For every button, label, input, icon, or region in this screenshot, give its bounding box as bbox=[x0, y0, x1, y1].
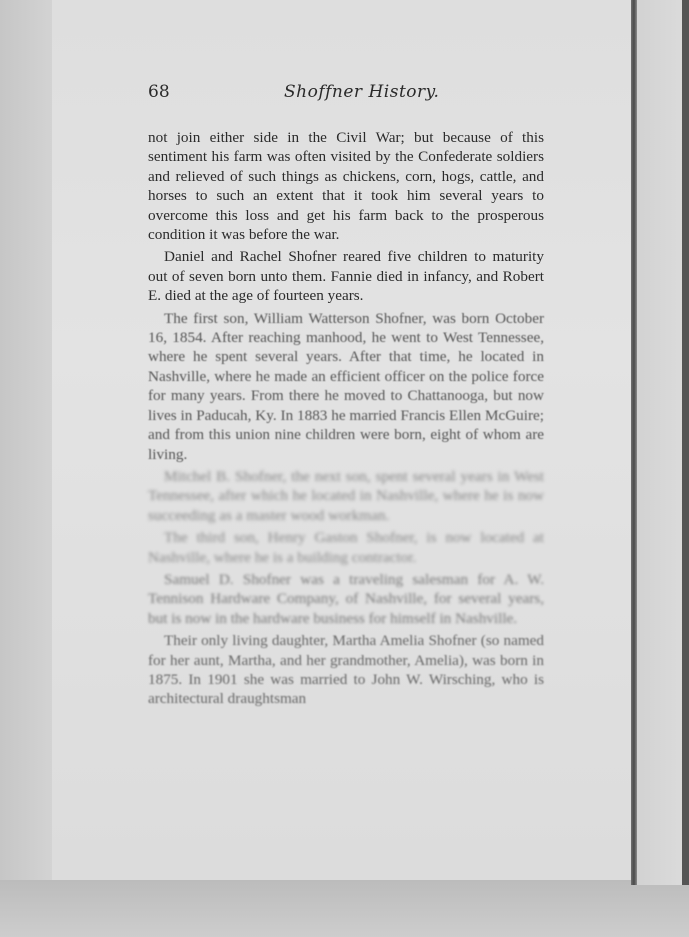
paragraph-civil-war: not join either side in the Civil War; but because of this sentiment his farm was often visited by the Confederate soldiers and relieved of such things as chickens, corn, hogs, cattle, and horses to such an extent that it took him several years to overcome this loss and get his farm back to the prosperous condition it was before the war. bbox=[148, 129, 544, 244]
running-title: Shoffner History. bbox=[284, 82, 440, 102]
facing-page-shadow bbox=[682, 0, 689, 885]
page-number: 68 bbox=[148, 82, 170, 102]
paragraph-children: Daniel and Rachel Shofner reared five children to maturity out of seven born unto them. Fannie died in infancy, and Robert E. died at the age of fourteen years. bbox=[148, 248, 544, 305]
paragraph-samuel: Samuel D. Shofner was a traveling salesman for A. W. Tennison Hardware Company, of Nashville, for several years, but is now in the hardware business for himself in Nashville. bbox=[148, 570, 544, 627]
scan-background-left bbox=[0, 0, 52, 937]
scan-background-bottom bbox=[0, 880, 689, 937]
paragraph-henry: The third son, Henry Gaston Shofner, is now located at Nashville, where he is a building contractor. bbox=[148, 529, 544, 566]
page-header bbox=[148, 82, 538, 108]
paragraph-mitchel: Mitchel B. Shofner, the next son, spent several years in West Tennessee, after which he located in Nashville, where he is now succeeding as a master wood workman. bbox=[148, 467, 544, 524]
body-text bbox=[148, 128, 544, 712]
paragraph-martha: Their only living daughter, Martha Amelia Shofner (so named for her aunt, Martha, and her grandmother, Amelia), was born in 1875. In 1901 she was married to John W. Wirsching, who is architectural draughtsman bbox=[148, 632, 544, 708]
paragraph-william: The first son, William Watterson Shofner, was born October 16, 1854. After reaching manhood, he went to West Tennessee, where he spent several years. After that time, he located in Nashville, where he made an efficient officer on the police force for many years. From there he moved to Chattanooga, but now lives in Paducah, Ky. In 1883 he married Francis Ellen McGuire; and from this union nine children were born, eight of whom are living. bbox=[148, 309, 544, 463]
